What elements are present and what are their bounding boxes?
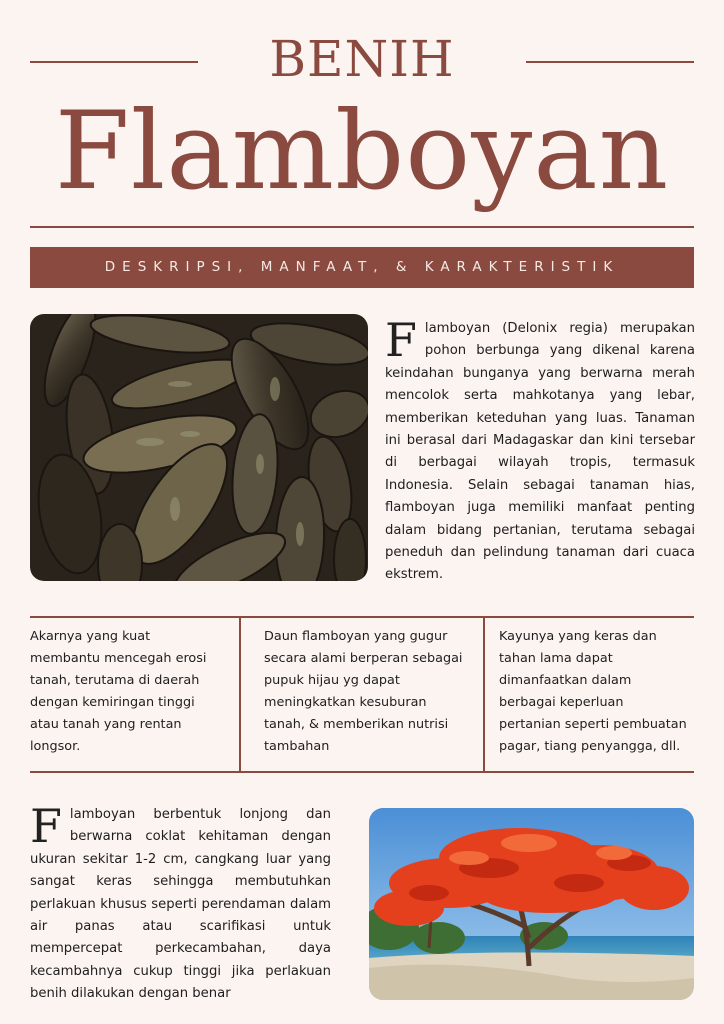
title-rule: [30, 226, 694, 228]
benefit-green-manure: Daun flamboyan yang gugur secara alami berperan sebagai pupuk hijau yg dapat meningkatkan kesuburan tanah, & memberikan nutrisi tambahan: [264, 629, 463, 754]
page-title: Flamboyan: [54, 89, 670, 214]
benefits-rule-bottom: [30, 771, 694, 773]
intro-text: lamboyan (Delonix regia) merupakan pohon berbunga yang dikenal karena keindahan bunganya yang berwarna merah mencolok serta mahkotanya yang lebar, memberikan keteduhan yang luas. Tanaman ini berasal dari Madagaskar dan kini tersebar di berbagai wilayah tropis, termasuk Indonesia. Selain sebagai tanaman hias, flamboyan juga memiliki manfaat penting dalam bidang pertanian, terutama sebagai peneduh dan pelindung tanaman dari cuaca ekstrem.: [385, 321, 695, 583]
intro-dropcap: F: [385, 313, 417, 367]
section-banner: DESKRIPSI, MANFAAT, & KARAKTERISTIK: [30, 247, 694, 288]
characteristics-paragraph: [30, 799, 331, 1006]
title-small: BENIH: [269, 30, 455, 88]
flamboyant-tree-image: [369, 808, 694, 1000]
benefits-divider-1: [239, 617, 241, 772]
characteristics-dropcap: F: [30, 799, 62, 853]
benefit-wood: Kayunya yang keras dan tahan lama dapat dimanfaatkan dalam berbagai keperluan pertanian seperti pembuatan pagar, tiang penyangga, dll.: [499, 629, 687, 754]
benefits-divider-2: [483, 617, 485, 772]
characteristics-text: lamboyan berbentuk lonjong dan berwarna coklat kehitaman dengan ukuran sekitar 1-2 cm, cangkang luar yang sangat keras sehingga membutuhkan perlakuan khusus seperti perendaman dalam air panas atau scarifikasi untuk mempercepat perkecambahan, daya kecambahnya cukup tinggi jika perlakuan benih dilakukan dengan benar: [30, 807, 331, 1002]
benefits-rule-top: [30, 616, 694, 618]
intro-paragraph: [385, 313, 695, 587]
benefit-erosion: Akarnya yang kuat membantu mencegah erosi tanah, terutama di daerah dengan kemiringan tinggi atau tanah yang rentan longsor.: [30, 629, 207, 754]
seeds-image: [30, 314, 368, 581]
